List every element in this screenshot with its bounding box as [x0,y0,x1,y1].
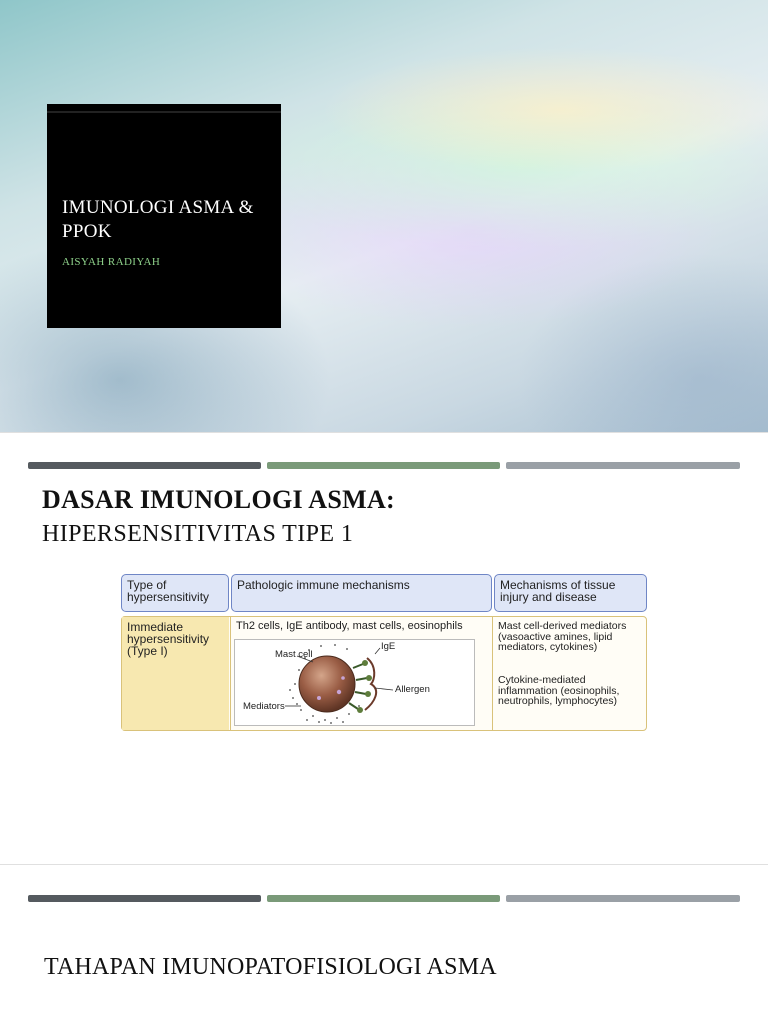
diagram-label-mast-cell: Mast cell [275,649,313,660]
table-cell-injury-2: Cytokine-mediated inflammation (eosinophils, neutrophils, lymphocytes) [498,674,620,707]
diagram-label-allergen: Allergen [395,684,430,695]
hypersensitivity-table-figure [121,573,647,733]
accent-bar-green [267,462,500,469]
table-header-injury: Mechanisms of tissue injury and disease [494,574,647,612]
slide-title: IMUNOLOGI ASMA & PPOK [62,197,254,242]
slide-heading: TAHAPAN IMUNOPATOFISIOLOGI ASMA [44,954,497,980]
content-slide-hypersensitivity [0,432,768,865]
diagram-label-mediators: Mediators [243,701,285,712]
accent-bar-green [267,895,500,902]
table-header-type: Type of hypersensitivity [121,574,229,612]
accent-bar-grey [506,462,740,469]
diagram-label-ige: IgE [381,641,396,652]
slide-heading-regular: HIPERSENSITIVITAS TIPE 1 [42,521,354,547]
accent-bar-dark [28,462,261,469]
mast-cell-illustration [235,640,474,725]
title-slide [0,0,768,432]
table-cell-mechanism: Th2 cells, IgE antibody, mast cells, eosinophils [236,620,463,632]
table-cell-type: Immediate hypersensitivity (Type I) [122,617,229,730]
slide-heading-bold: DASAR IMUNOLOGI ASMA: [42,485,395,514]
title-box-top-line [47,104,281,113]
slide-subtitle: AISYAH RADIYAH [62,256,161,268]
table-cell-injury-1: Mast cell-derived mediators (vasoactive amines, lipid mediators, cytokines) [498,620,627,653]
title-box [47,104,281,328]
mast-cell-diagram [234,639,475,726]
content-slide-stages [0,864,768,1025]
table-header-mechanisms: Pathologic immune mechanisms [231,574,492,612]
accent-bar-grey [506,895,740,902]
accent-bar-dark [28,895,261,902]
